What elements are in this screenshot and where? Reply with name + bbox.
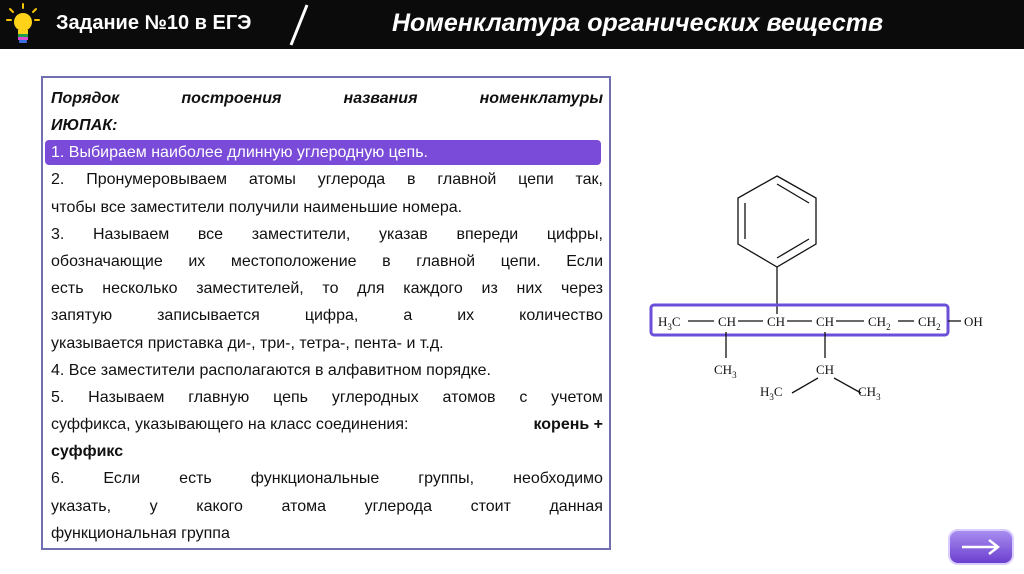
hydroxyl-group: OH	[964, 314, 983, 329]
rule-item-3-cont-1: обозначающие их местоположение в главной цепи. Если	[51, 252, 603, 270]
rule-item-3: 3. Называем все заместители, указав впереди цифры,	[51, 225, 603, 243]
chain-atom-4: CH	[816, 314, 835, 329]
isopropyl-left-methyl: $H_3C$	[760, 384, 783, 402]
page-title: Номенклатура органических веществ	[392, 9, 884, 37]
main-chain-highlight	[651, 305, 948, 335]
header-bar	[0, 0, 1024, 49]
rule-item-6-cont-2: функциональная группа	[51, 524, 230, 542]
chain-atom-6: $CH_2$	[918, 314, 941, 332]
rules-heading-line2: ИЮПАК:	[51, 117, 118, 135]
isopropyl-right-bond	[834, 378, 861, 393]
rule-item-2: 2. Пронумеровываем атомы углерода в главной цепи так,	[51, 171, 603, 189]
rules-panel	[41, 76, 611, 550]
rule-item-3-cont-3: запятую записывается цифра, а их количество	[51, 307, 603, 325]
lightbulb-icon	[6, 3, 40, 47]
keyword-root-plus: корень +	[533, 416, 603, 434]
chain-atom-3: CH	[767, 314, 786, 329]
title-divider	[283, 2, 313, 47]
chain-atom-1: $H_3C$	[658, 314, 681, 332]
rules-heading: Порядок построения названия номенклатуры	[51, 90, 603, 107]
isopropyl-right-methyl: $CH_3$	[858, 384, 881, 402]
rule-item-3-cont-2: есть несколько заместителей, то для каждого из них через	[51, 280, 603, 298]
benzene-inner-bonds	[745, 184, 809, 258]
methyl-group: $CH_3$	[714, 362, 737, 380]
rule-item-5-cont: суффикса, указывающего на класс соединения: корень +	[51, 411, 603, 438]
benzene-ring	[738, 176, 816, 267]
chain-atom-5: $CH_2$	[868, 314, 891, 332]
task-title: Задание №10 в ЕГЭ	[56, 12, 252, 34]
isopropyl-left-bond	[792, 378, 818, 393]
next-arrow-icon	[960, 538, 1002, 556]
rule-item-6-cont: указать, у какого атома углерода стоит данная	[51, 497, 603, 515]
rule-item-5-cont-2	[51, 438, 603, 465]
isopropyl-ch: CH	[816, 362, 835, 377]
rule-item-4: 4. Все заместители располагаются в алфавитном порядке.	[51, 361, 491, 379]
rule-item-1-highlighted: 1. Выбираем наиболее длинную углеродную цепь.	[45, 140, 601, 165]
structural-formula	[640, 160, 1000, 420]
rule-item-2-cont: чтобы все заместители получили наименьшие номера.	[51, 198, 463, 216]
rule-item-3-cont-4: указывается приставка ди-, три-, тетра-, пента- и т.д.	[51, 334, 444, 352]
next-slide-button[interactable]	[948, 529, 1014, 565]
chain-atom-2: CH	[718, 314, 737, 329]
rule-item-5: 5. Называем главную цепь углеродных атомов с учетом	[51, 388, 603, 406]
keyword-suffix: суффикс	[51, 443, 124, 461]
rule-item-6: 6. Если есть функциональные группы, необходимо	[51, 470, 603, 488]
